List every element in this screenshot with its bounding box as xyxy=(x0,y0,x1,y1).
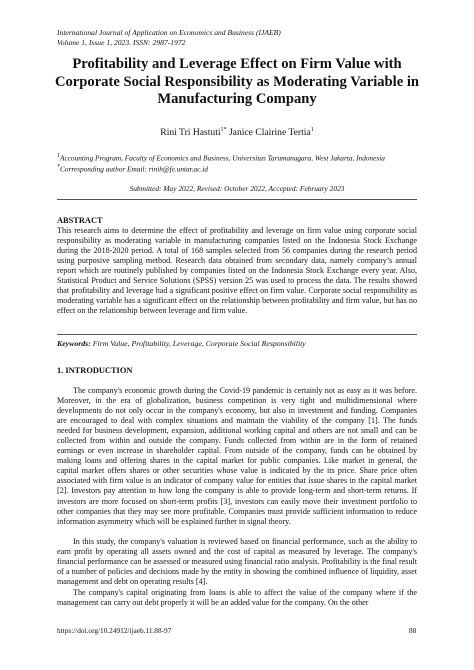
abstract-text: This research aims to determine the effect of profitability and leverage on firm value using corporate social responsibility as moderating variable in manufacturing companies listed on the Indonesia Stock Exchange during the 2018-2020 period. A total of 168 samples selected from 56 companies during the research period using purposive sampling method. Research data obtained from secondary data, namely company’s annual report which are routinely published by companies listed on the Indonesia Stock Exchange every year. Also, Statistical Product and Service Solutions (SPSS) version 25 was used to process the data. The results showed that profitability and leverage had a significant positive effect on firm value. Corporate social responsibility as moderating variable has a significant effect on the relationship between profitability and firm value, but has no effect on the relationship between leverage and firm value. xyxy=(57,226,417,316)
keywords xyxy=(57,339,417,348)
submission-dates: Submitted: May 2022, Revised: October 2022, Accepted: February 2023 xyxy=(129,184,345,193)
paper-title: Profitability and Leverage Effect on Firm Value with Corporate Social Responsibility as Moderating Variable in Manufacturing Company xyxy=(54,56,420,107)
keywords-text: Firm Value, Profitability, Leverage, Corporate Social Responsibility xyxy=(92,339,306,348)
intro-paragraph-1: The company's economic growth during the Covid-19 pandemic is certainly not as easy as it was before. Moreover, in the era of globalization, business competition is very tight and multidimensional where developments do not only occur in the company's economy, but also in investment and funding. Companies are encouraged to deal with complex situations and maintain the viability of the company [1]. The funds needed for business development, expansion, additional working capital and others are not small and can be collected from within and outside the company. Funds collected from within are in the form of retained earnings or even increase in shareholder capital. From outside of the company, funds can be obtained by making loans and offering shares in the capital market for public companies. Like market in general, the capital market offers shares or other securities whose value is indicated by the its price. Share price often associated with firm value is an indicator of company value for entities that issue shares in the capital market [2]. Investors pay attention to how long the company is able to provide long-term and short-term returns. If investors are more focused on short-term profits [3], investors can easily move their investment portfolio to other companies that they may see more profitable. Companies must provide sufficient information to reduce information asymmetry which will be explained further in signal theory. xyxy=(57,386,417,526)
author-1: Rini Tri Hastuti xyxy=(160,127,221,139)
intro-paragraph-2: In this study, the company's valuation is reviewed based on financial performance, such as the ability to earn profit by operating all assets owned and the cost of capital as measured by leverage. The company's financial performance can be assessed or measured using financial ratio analysis. Profitability is the final result of a number of policies and decisions made by the entity in showing the combined influence of liquidity, asset management and debt on operating results [4]. xyxy=(57,537,417,587)
divider-bottom xyxy=(57,334,417,335)
abstract-heading: ABSTRACT xyxy=(57,216,103,225)
author-1-mark: 1* xyxy=(220,127,227,133)
author-2: Janice Clairine Tertia xyxy=(228,127,311,139)
journal-name: International Journal of Application on Economics and Business (IJAEB) xyxy=(57,28,281,37)
affiliation-mark: 1 xyxy=(57,153,60,159)
journal-volume: Volume 1, Issue 1, 2023. ISSN: 2987-1972 xyxy=(57,38,186,47)
keywords-label: Keywords: xyxy=(57,339,91,348)
introduction-heading: 1. INTRODUCTION xyxy=(57,366,133,375)
author-2-mark: 1 xyxy=(310,127,314,133)
intro-paragraph-3: The company's capital originating from loans is able to affect the value of the company where if the management can carry out debt properly it will be an added value for the company. On the other xyxy=(57,588,417,608)
page-number: 88 xyxy=(409,626,417,635)
divider-top xyxy=(57,199,417,200)
corresponding-mark: * xyxy=(57,164,60,171)
affiliation-text: Accounting Program, Faculty of Economics and Business, Universitas Tarumanagara, West Jakarta, Indonesia xyxy=(60,153,385,163)
corresponding-author: Corresponding author Email: rinih@fe.untar.ac.id xyxy=(60,164,208,174)
journal-header xyxy=(57,28,281,48)
author-line xyxy=(0,127,474,138)
doi-link[interactable]: https://doi.org/10.24912/ijaeb.11.88-97 xyxy=(57,626,172,635)
affiliations xyxy=(57,152,427,174)
